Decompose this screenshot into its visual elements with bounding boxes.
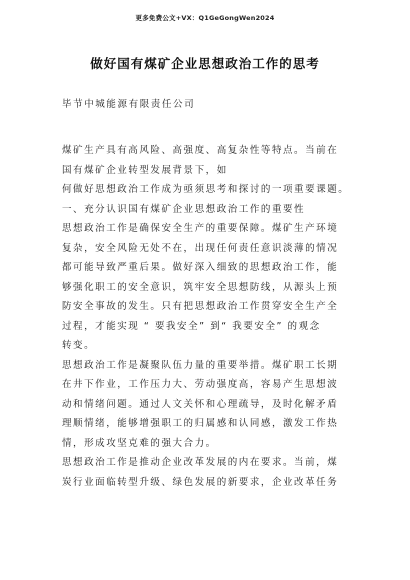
- body-line: 动和情绪问题。通过人文关怀和心理疏导，及时化解矛盾: [62, 398, 339, 410]
- body-line: 煤矿生产具有高风险、高强度、高复杂性等特点。当前在: [62, 145, 339, 156]
- body-line: 过程，才能实现 “ 要我安全” 到“ 我要安全” 的观念: [62, 320, 321, 332]
- body-line: 思想政治工作是确保安全生产的重要保障。煤矿生产环境: [62, 223, 339, 234]
- body-line: 都可能导致严重后果。做好深入细致的思想政治工作，能: [62, 262, 339, 273]
- body-line: 理顺情绪，能够增强职工的归属感和认同感，激发工作热: [62, 418, 339, 429]
- body-line: 在井下作业，工作压力大、劳动强度高，容易产生思想波: [62, 379, 339, 390]
- promo-banner: 更多免费公文+VX：Q1GeGongWen2024: [135, 14, 275, 22]
- body-line: 思想政治工作是推动企业改革发展的内在要求。当前，煤: [62, 457, 339, 468]
- body-line: 防安全事故的发生。只有把思想政治工作贯穿安全生产全: [62, 301, 339, 312]
- body-line: 复杂，安全风险无处不在，出现任何责任意识淡薄的情况: [62, 242, 339, 254]
- body-line: 思想政治工作是凝聚队伍力量的重要举措。煤矿职工长期: [62, 359, 339, 371]
- body-line: 炭行业面临转型升级、绿色发展的新要求，企业改革任务: [62, 476, 339, 488]
- body-line: 国有煤矿企业转型发展背景下，如: [62, 164, 228, 176]
- body-line: 何做好思想政治工作成为亟须思考和探讨的一项重要课题。: [62, 184, 350, 195]
- document-body: [62, 141, 350, 492]
- body-line: 转变。: [62, 340, 96, 351]
- body-line: 够强化职工的安全意识，筑牢安全思想防线，从源头上预: [62, 281, 339, 293]
- body-line: 情，形成攻坚克难的强大合力。: [62, 437, 217, 449]
- document-title: 做好国有煤矿企业思想政治工作的思考: [90, 56, 320, 71]
- section-heading: 一、充分认识国有煤矿企业思想政治工作的重要性: [62, 203, 306, 215]
- company-name: 毕节中城能源有限责任公司: [62, 99, 196, 110]
